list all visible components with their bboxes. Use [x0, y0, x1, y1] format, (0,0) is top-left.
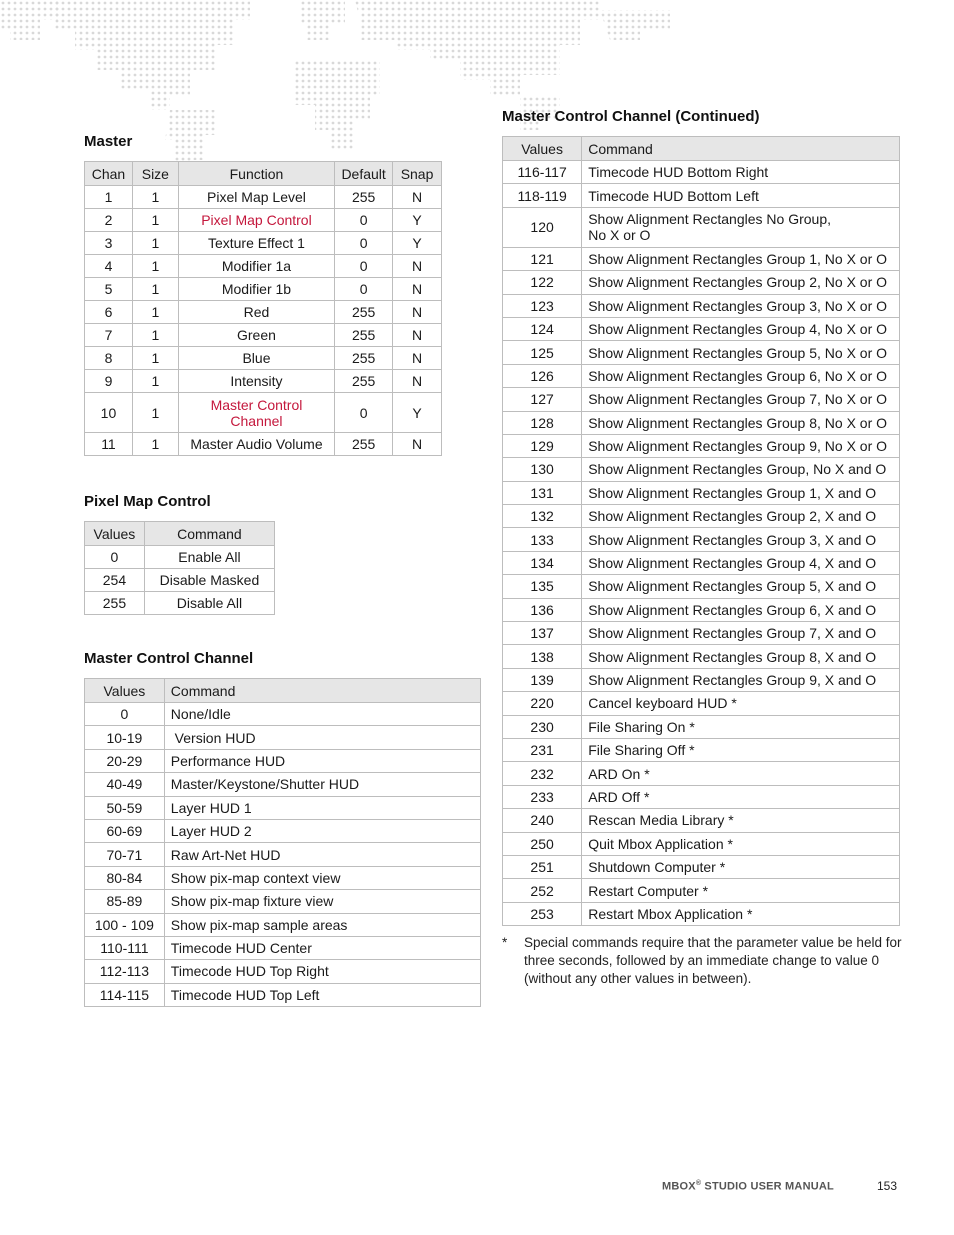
command-cell: Timecode HUD Top Right — [164, 960, 480, 983]
table-row — [85, 866, 481, 889]
values-cell: 131 — [503, 481, 582, 504]
size-cell: 1 — [132, 186, 178, 209]
values-cell: 139 — [503, 668, 582, 691]
footnote-text: Special commands require that the parameter value be held for three seconds, followed by an immediate change to value 0 (without any other values in between). — [524, 935, 902, 986]
table-row — [503, 645, 900, 668]
master-table — [84, 161, 442, 456]
col-header-values: Values — [85, 522, 145, 546]
table-row — [503, 364, 900, 387]
values-cell: 134 — [503, 551, 582, 574]
chan-cell: 3 — [85, 232, 133, 255]
function-cell: Pixel Map Level — [178, 186, 334, 209]
command-cell: None/Idle — [164, 703, 480, 726]
col-header-command: Command — [582, 137, 900, 161]
function-cell: Texture Effect 1 — [178, 232, 334, 255]
function-cell: Pixel Map Control — [178, 209, 334, 232]
table-row — [85, 819, 481, 842]
footer-manual-title — [662, 1180, 834, 1193]
table-row — [85, 209, 442, 232]
size-cell: 1 — [132, 370, 178, 393]
size-cell: 1 — [132, 301, 178, 324]
table-row — [503, 902, 900, 925]
table-row — [85, 936, 481, 959]
command-cell: Show pix-map fixture view — [164, 890, 480, 913]
footer-brand: MBOX — [662, 1180, 696, 1193]
col-header-command: Command — [144, 522, 274, 546]
command-cell: Layer HUD 2 — [164, 819, 480, 842]
table-row — [85, 843, 481, 866]
values-cell: 80-84 — [85, 866, 165, 889]
command-cell: Show Alignment Rectangles Group 3, X and O — [582, 528, 900, 551]
chan-cell: 2 — [85, 209, 133, 232]
values-cell: 251 — [503, 855, 582, 878]
table-row — [85, 913, 481, 936]
registered-mark: ® — [695, 1180, 702, 1187]
footer-title-rest: STUDIO USER MANUAL — [701, 1180, 834, 1193]
table-row — [85, 749, 481, 772]
values-cell: 233 — [503, 785, 582, 808]
values-cell: 128 — [503, 411, 582, 434]
mcc-header-row — [85, 679, 481, 703]
default-cell: 255 — [335, 186, 393, 209]
values-cell: 120 — [503, 207, 582, 247]
master-control-channel-table — [84, 678, 481, 1007]
chan-cell: 4 — [85, 255, 133, 278]
values-cell: 137 — [503, 622, 582, 645]
chan-cell: 10 — [85, 393, 133, 433]
command-cell: Show Alignment Rectangles Group 1, X and O — [582, 481, 900, 504]
values-cell: 129 — [503, 434, 582, 457]
table-row — [85, 232, 442, 255]
command-cell: Show Alignment Rectangles Group 5, No X or O — [582, 341, 900, 364]
values-cell: 133 — [503, 528, 582, 551]
command-cell: Show Alignment Rectangles Group 4, X and O — [582, 551, 900, 574]
table-row — [85, 347, 442, 370]
table-row — [503, 341, 900, 364]
values-cell: 40-49 — [85, 773, 165, 796]
master-control-continued-title: Master Control Channel (Continued) — [502, 108, 760, 125]
col-header-values: Values — [85, 679, 165, 703]
size-cell: 1 — [132, 347, 178, 370]
col-header-size: Size — [132, 162, 178, 186]
table-row — [85, 983, 481, 1006]
default-cell: 0 — [335, 278, 393, 301]
table-row — [85, 703, 481, 726]
values-cell: 135 — [503, 575, 582, 598]
command-cell: Show Alignment Rectangles Group 2, No X or O — [582, 271, 900, 294]
function-cell: Red — [178, 301, 334, 324]
table-row — [503, 388, 900, 411]
default-cell: 0 — [335, 255, 393, 278]
values-cell: 123 — [503, 294, 582, 317]
command-cell: Show Alignment Rectangles Group 7, No X or O — [582, 388, 900, 411]
table-row — [503, 411, 900, 434]
command-cell: Show Alignment Rectangles Group 2, X and O — [582, 505, 900, 528]
values-cell: 70-71 — [85, 843, 165, 866]
command-cell: Performance HUD — [164, 749, 480, 772]
command-cell: Raw Art-Net HUD — [164, 843, 480, 866]
default-cell: 0 — [335, 232, 393, 255]
col-header-function: Function — [178, 162, 334, 186]
command-cell: Disable All — [144, 592, 274, 615]
command-cell: Show Alignment Rectangles Group 6, X and O — [582, 598, 900, 621]
chan-cell: 11 — [85, 433, 133, 456]
table-row — [503, 738, 900, 761]
snap-cell: Y — [393, 209, 442, 232]
table-row — [85, 890, 481, 913]
values-cell: 240 — [503, 809, 582, 832]
snap-cell: N — [393, 186, 442, 209]
values-cell: 250 — [503, 832, 582, 855]
table-row — [503, 481, 900, 504]
values-cell: 100 - 109 — [85, 913, 165, 936]
table-row — [85, 433, 442, 456]
table-row — [503, 809, 900, 832]
table-row — [503, 551, 900, 574]
values-cell: 253 — [503, 902, 582, 925]
values-cell: 254 — [85, 569, 145, 592]
table-row — [503, 458, 900, 481]
command-cell: Show Alignment Rectangles Group 9, X and O — [582, 668, 900, 691]
default-cell: 255 — [335, 301, 393, 324]
chan-cell: 5 — [85, 278, 133, 301]
command-cell: Show Alignment Rectangles Group 7, X and O — [582, 622, 900, 645]
command-cell: Show Alignment Rectangles Group 8, X and O — [582, 645, 900, 668]
values-cell: 122 — [503, 271, 582, 294]
values-cell: 20-29 — [85, 749, 165, 772]
size-cell: 1 — [132, 324, 178, 347]
pixel-map-header-row — [85, 522, 275, 546]
snap-cell: N — [393, 370, 442, 393]
command-cell: Timecode HUD Center — [164, 936, 480, 959]
function-cell: Blue — [178, 347, 334, 370]
values-cell: 10-19 — [85, 726, 165, 749]
chan-cell: 9 — [85, 370, 133, 393]
values-cell: 60-69 — [85, 819, 165, 842]
command-cell: Show Alignment Rectangles Group 3, No X or O — [582, 294, 900, 317]
snap-cell: N — [393, 347, 442, 370]
table-row — [503, 832, 900, 855]
col-header-chan: Chan — [85, 162, 133, 186]
default-cell: 255 — [335, 347, 393, 370]
size-cell: 1 — [132, 393, 178, 433]
chan-cell: 1 — [85, 186, 133, 209]
command-cell: Timecode HUD Bottom Left — [582, 184, 900, 207]
master-header-row — [85, 162, 442, 186]
mcc2-header-row — [503, 137, 900, 161]
table-row — [503, 294, 900, 317]
size-cell: 1 — [132, 209, 178, 232]
chan-cell: 6 — [85, 301, 133, 324]
snap-cell: N — [393, 433, 442, 456]
command-cell: Show Alignment Rectangles No Group, No X or O — [582, 207, 900, 247]
command-cell: Cancel keyboard HUD * — [582, 692, 900, 715]
snap-cell: N — [393, 301, 442, 324]
default-cell: 255 — [335, 370, 393, 393]
command-cell: Master/Keystone/Shutter HUD — [164, 773, 480, 796]
command-cell: Enable All — [144, 546, 274, 569]
table-row — [85, 546, 275, 569]
table-row — [85, 324, 442, 347]
chan-cell: 7 — [85, 324, 133, 347]
command-cell: Show Alignment Rectangles Group 5, X and O — [582, 575, 900, 598]
col-header-values: Values — [503, 137, 582, 161]
command-cell: Restart Mbox Application * — [582, 902, 900, 925]
values-cell: 232 — [503, 762, 582, 785]
command-cell: Show pix-map context view — [164, 866, 480, 889]
function-cell: Intensity — [178, 370, 334, 393]
table-row — [503, 528, 900, 551]
size-cell: 1 — [132, 433, 178, 456]
values-cell: 112-113 — [85, 960, 165, 983]
table-row — [85, 255, 442, 278]
table-row — [85, 773, 481, 796]
table-row — [85, 960, 481, 983]
values-cell: 252 — [503, 879, 582, 902]
table-row — [503, 247, 900, 270]
table-row — [85, 796, 481, 819]
table-row — [503, 668, 900, 691]
footnote-marker: * — [502, 935, 508, 950]
table-row — [503, 715, 900, 738]
command-cell: Show Alignment Rectangles Group 1, No X or O — [582, 247, 900, 270]
values-cell: 124 — [503, 317, 582, 340]
function-cell: Modifier 1a — [178, 255, 334, 278]
values-cell: 0 — [85, 546, 145, 569]
values-cell: 50-59 — [85, 796, 165, 819]
snap-cell: N — [393, 255, 442, 278]
command-cell: ARD On * — [582, 762, 900, 785]
command-cell: Rescan Media Library * — [582, 809, 900, 832]
table-row — [503, 161, 900, 184]
command-cell: ARD Off * — [582, 785, 900, 808]
values-cell: 121 — [503, 247, 582, 270]
values-cell: 255 — [85, 592, 145, 615]
size-cell: 1 — [132, 255, 178, 278]
footnote — [502, 934, 902, 988]
function-cell: Master Audio Volume — [178, 433, 334, 456]
table-row — [503, 434, 900, 457]
size-cell: 1 — [132, 278, 178, 301]
function-cell: Modifier 1b — [178, 278, 334, 301]
command-cell: File Sharing On * — [582, 715, 900, 738]
values-cell: 126 — [503, 364, 582, 387]
table-row — [503, 692, 900, 715]
table-row — [503, 505, 900, 528]
command-cell: Show Alignment Rectangles Group, No X and O — [582, 458, 900, 481]
values-cell: 230 — [503, 715, 582, 738]
table-row — [85, 726, 481, 749]
master-section-title: Master — [84, 133, 133, 150]
table-row — [503, 598, 900, 621]
command-cell: Disable Masked — [144, 569, 274, 592]
table-row — [503, 184, 900, 207]
table-row — [85, 393, 442, 433]
default-cell: 255 — [335, 433, 393, 456]
table-row — [85, 301, 442, 324]
values-cell: 114-115 — [85, 983, 165, 1006]
command-cell: Layer HUD 1 — [164, 796, 480, 819]
function-cell: Master Control Channel — [178, 393, 334, 433]
table-row — [503, 575, 900, 598]
table-row — [503, 879, 900, 902]
command-cell: Show pix-map sample areas — [164, 913, 480, 936]
values-cell: 220 — [503, 692, 582, 715]
function-cell: Green — [178, 324, 334, 347]
command-cell: Show Alignment Rectangles Group 4, No X or O — [582, 317, 900, 340]
values-cell: 0 — [85, 703, 165, 726]
values-cell: 138 — [503, 645, 582, 668]
chan-cell: 8 — [85, 347, 133, 370]
command-cell: Show Alignment Rectangles Group 9, No X or O — [582, 434, 900, 457]
page-number: 153 — [877, 1179, 898, 1193]
table-row — [85, 569, 275, 592]
values-cell: 85-89 — [85, 890, 165, 913]
command-cell: Version HUD — [164, 726, 480, 749]
pixel-map-control-title: Pixel Map Control — [84, 493, 211, 510]
values-cell: 127 — [503, 388, 582, 411]
table-row — [85, 370, 442, 393]
table-row — [503, 622, 900, 645]
command-cell: Show Alignment Rectangles Group 8, No X or O — [582, 411, 900, 434]
default-cell: 0 — [335, 393, 393, 433]
snap-cell: N — [393, 278, 442, 301]
values-cell: 116-117 — [503, 161, 582, 184]
values-cell: 132 — [503, 505, 582, 528]
size-cell: 1 — [132, 232, 178, 255]
command-cell: Shutdown Computer * — [582, 855, 900, 878]
values-cell: 231 — [503, 738, 582, 761]
col-header-default: Default — [335, 162, 393, 186]
default-cell: 255 — [335, 324, 393, 347]
master-control-continued-table — [502, 136, 900, 926]
command-cell: Quit Mbox Application * — [582, 832, 900, 855]
command-cell: Timecode HUD Bottom Right — [582, 161, 900, 184]
table-row — [503, 207, 900, 247]
values-cell: 136 — [503, 598, 582, 621]
command-cell: Show Alignment Rectangles Group 6, No X or O — [582, 364, 900, 387]
default-cell: 0 — [335, 209, 393, 232]
table-row — [503, 762, 900, 785]
snap-cell: Y — [393, 232, 442, 255]
col-header-snap: Snap — [393, 162, 442, 186]
snap-cell: N — [393, 324, 442, 347]
table-row — [85, 278, 442, 301]
table-row — [85, 592, 275, 615]
values-cell: 118-119 — [503, 184, 582, 207]
values-cell: 130 — [503, 458, 582, 481]
command-cell: Restart Computer * — [582, 879, 900, 902]
table-row — [503, 271, 900, 294]
col-header-command: Command — [164, 679, 480, 703]
table-row — [503, 785, 900, 808]
table-row — [503, 317, 900, 340]
values-cell: 110-111 — [85, 936, 165, 959]
table-row — [503, 855, 900, 878]
master-control-channel-title: Master Control Channel — [84, 650, 254, 667]
pixel-map-control-table — [84, 521, 275, 615]
table-row — [85, 186, 442, 209]
command-cell: Timecode HUD Top Left — [164, 983, 480, 1006]
snap-cell: Y — [393, 393, 442, 433]
values-cell: 125 — [503, 341, 582, 364]
command-cell: File Sharing Off * — [582, 738, 900, 761]
